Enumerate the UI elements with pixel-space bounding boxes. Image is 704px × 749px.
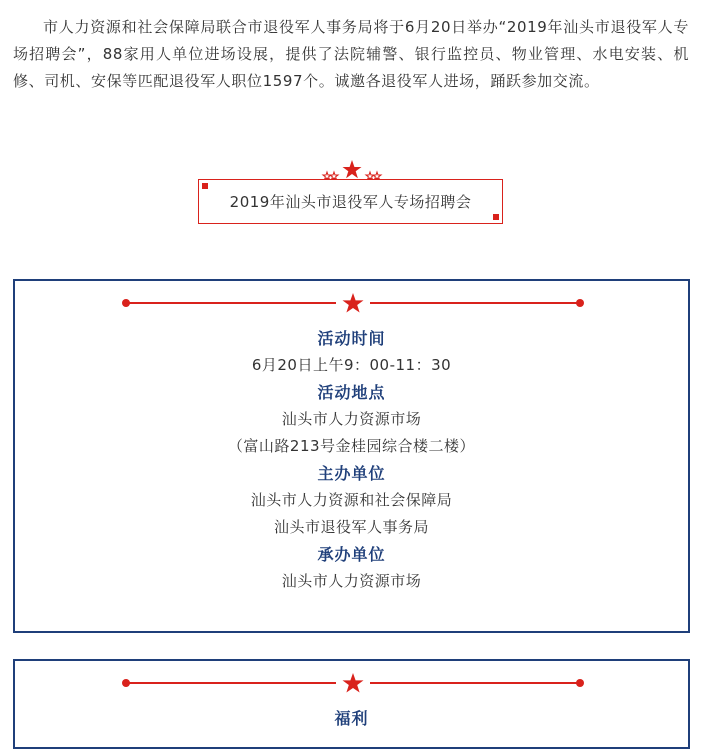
star-icon — [318, 158, 386, 180]
section-line-host-1: 汕头市人力资源和社会保障局 — [250, 491, 453, 509]
section-heading-organizer: 承办单位 — [317, 545, 386, 564]
section-heading-benefit: 福利 — [334, 709, 369, 728]
banner-title-box — [198, 179, 503, 224]
benefit-body — [15, 705, 688, 732]
section-line-host-2: 汕头市退役军人事务局 — [273, 518, 429, 536]
section-line-venue: 汕头市人力资源市场 — [281, 410, 422, 428]
banner-title: 2019年汕头市退役军人专场招聘会 — [229, 193, 472, 211]
section-heading-time: 活动时间 — [317, 329, 386, 348]
event-info-body — [15, 325, 688, 595]
star-divider-icon — [120, 671, 586, 695]
section-line-organizer: 汕头市人力资源市场 — [281, 572, 422, 590]
event-banner — [0, 158, 704, 230]
section-line-time: 6月20日上午9：00-11：30 — [251, 356, 452, 374]
benefit-card — [13, 659, 690, 749]
corner-square-icon — [493, 214, 499, 220]
intro-paragraph: 市人力资源和社会保障局联合市退役军人事务局将于6月20日举办“2019年汕头市退役军人专场招聘会”，88家用人单位进场设展，提供了法院辅警、银行监控员、物业管理、水电安装、机修、司机、安保等匹配退役军人职位1597个。诚邀各退役军人进场，踊跃参加交流。 — [13, 18, 689, 90]
star-divider-icon — [120, 291, 586, 315]
section-line-venue-address: （富山路213号金桂园综合楼二楼） — [227, 437, 476, 455]
section-heading-host: 主办单位 — [317, 464, 386, 483]
corner-square-icon — [202, 183, 208, 189]
section-heading-venue: 活动地点 — [317, 383, 386, 402]
event-info-card — [13, 279, 690, 633]
